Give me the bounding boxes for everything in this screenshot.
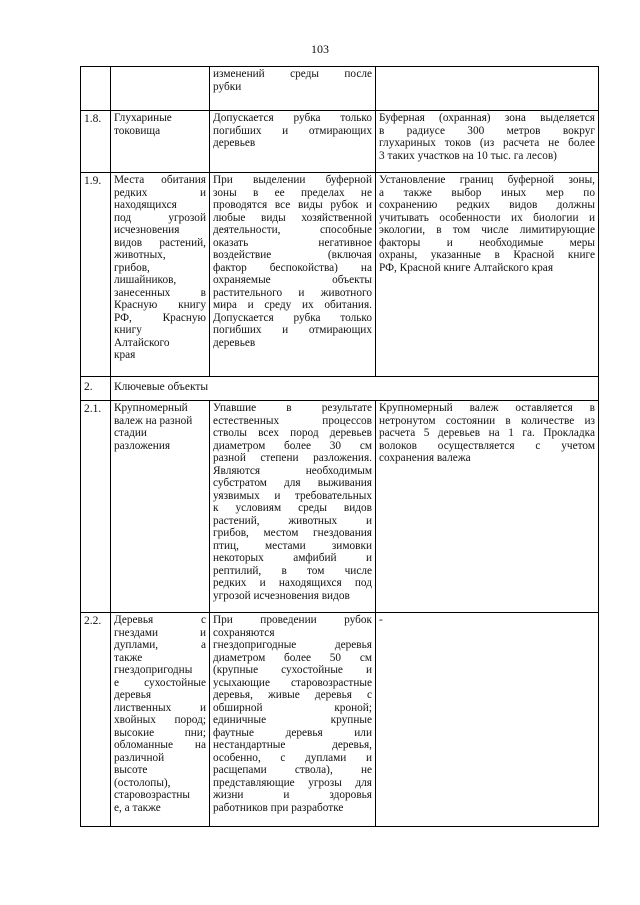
row-number-cell [81,67,111,111]
cell-text-line: рептилий, в том числе [213,564,372,577]
cell-text-line: гнездами и [114,626,206,639]
cell-text-line: стволы всех пород деревьев [213,427,372,439]
cell-text-line: естественных процессов [213,414,372,427]
cell-text-line: Являются необходимым [213,464,372,477]
cell-text-line: Упавшие в результате [213,402,372,414]
object-cell [111,401,210,613]
cell-text-line: волоков осуществляется с учетом [379,439,595,452]
cell-text-line: обломанные на [114,739,206,751]
page-number: 103 [311,42,329,56]
cell-text-line: лишайников, [114,274,177,286]
cell-text-line: грибов, местом гнездования [213,527,372,539]
cell-text-line: животных, [114,249,166,261]
cell-text-line: редких и находящихся под [213,577,372,589]
cell-text-line: сохранения валежа [379,452,471,464]
cell-text-line: гнездопригодные деревья [213,639,372,651]
cell-text-line: е сухостойные [114,676,206,689]
cell-text-line: деревья [114,689,152,701]
measures-cell [376,111,599,173]
cell-text-line: валеж на разной [114,414,193,427]
cell-text-line: изменений среды после [213,68,372,80]
cell-text-line: жизни и здоровья [213,789,372,801]
cell-text-line: Крупномерный валеж оставляется в [379,402,595,414]
cell-text-line: деревья, живые деревья с [213,689,372,701]
cell-text-line: экологии, в том числе лимитирующие [379,224,595,236]
cell-text-line: рубки [213,80,242,93]
cell-text-line: Установление границ буферной зоны, [379,174,595,186]
cell-text-line: стадии [114,427,147,439]
row-number-cell: 2.2. [81,613,111,827]
mode-cell [210,67,376,111]
cell-text-line: занесенных в [114,286,206,299]
cell-text-line: работников при разработке [213,801,344,814]
cell-text-line: исчезновения [114,224,180,236]
cell-text-line: Красную книгу [114,299,206,311]
cell-text-line: При проведении рубок [213,614,372,626]
cell-text-line: учитывать особенности их биологии и [379,211,595,224]
cell-text-line: видов растений, [114,236,206,249]
mode-cell [210,173,376,377]
cell-text-line: особенно, с дуплами и [213,751,372,764]
cell-text-line: погибших и отмирающих [213,324,372,336]
mode-cell [210,111,376,173]
cell-text-line: расщепами ствола), не [213,764,372,776]
cell-text-line: гнездопригодны [114,664,193,676]
measures-cell [376,67,599,111]
cell-text-line: лиственных и [114,701,206,714]
table-row [81,173,599,377]
cell-text-line: нестандартные деревья, [213,739,372,751]
object-cell [111,67,210,111]
cell-text-line: - [379,614,383,626]
cell-text-line: разложения [114,439,171,452]
cell-text-line: фактор беспокойства) на [213,261,372,274]
cell-text-line: редких и [114,186,206,199]
cell-text-line: представляющие угрозы для [213,776,372,789]
object-cell [111,173,210,377]
cell-text-line: грибов, [114,261,150,274]
section-title: Ключевые объекты [114,381,209,393]
cell-text-line: а также выбор иных мер по [379,186,595,199]
cell-text-line: хвойных пород; [114,714,206,726]
cell-text-line: субстратом для выживания [213,477,372,489]
measures-cell [376,173,599,377]
mode-cell [210,613,376,827]
cell-text-line: деревьев [213,137,256,149]
cell-text-line: расчета 5 деревьев на 1 га. Прокладка [379,427,595,439]
cell-text-line: любые виды хозяйственной [213,211,372,224]
cell-text-line: охраняемые объекты [213,274,372,286]
cell-text-line: некоторых амфибий и [213,552,372,564]
cell-text-line: проводятся все виды рубок и [213,199,372,211]
table-row [81,111,599,173]
cell-text-line: растений, животных и [213,514,372,527]
table-row [81,67,599,111]
cell-text-line: к условиям среды видов [213,502,372,514]
cell-text-line: погибших и отмирающих [213,124,372,137]
cell-text-line: сохранению редких видов должны [379,199,595,211]
object-cell [111,613,210,827]
cell-text-line: Допускается рубка только [213,311,372,324]
cell-text-line: Буферная (охранная) зона выделяется [379,112,595,124]
cell-text-line: дуплами, а [114,639,206,651]
cell-text-line: угрозой исчезновения видов [213,589,350,602]
cell-text-line: старовозрастны [114,789,191,801]
cell-text-line: (остолопы), [114,776,171,789]
row-number-cell: 2. [81,377,111,401]
cell-text-line: 3 таких участков на 10 тыс. га лесов) [379,149,557,162]
cell-text-line: деятельности, способные [213,224,372,236]
cell-text-line: деревьев [213,336,256,349]
mode-cell [210,401,376,613]
cell-text-line: разной степени разложения. [213,452,372,464]
cell-text-line: воздействие (включая [213,249,372,261]
cell-text-line: Крупномерный [114,402,188,414]
cell-text-line: РФ, Красной книге Алтайского края [379,261,554,274]
table-row [81,613,599,827]
cell-text-line: мира и среду их обитания. [213,299,372,311]
cell-text-line: зоны в ее пределах не [213,186,372,199]
cell-text-line: токовища [114,124,161,137]
cell-text-line: сохраняются [213,626,275,639]
cell-text-line: находящихся [114,199,177,211]
cell-text-line: высокие пни; [114,726,206,739]
cell-text-line: Допускается рубка только [213,112,372,124]
cell-text-line: факторы и необходимые меры [379,236,595,249]
row-number-cell: 2.1. [81,401,111,613]
cell-text-line: (крупные сухостойные и [213,664,372,676]
cell-text-line: усыхающие старовозрастные [213,676,372,689]
row-number-cell: 1.9. [81,173,111,377]
cell-text-line: книгу [114,324,142,336]
section-row [81,377,599,401]
measures-cell [376,613,599,827]
cell-text-line: единичные крупные [213,714,372,726]
cell-text-line: Места обитания [114,174,206,186]
cell-text-line: также [114,651,143,664]
cell-text-line: растительного и животного [213,286,372,299]
cell-text-line: высоте [114,764,148,776]
cell-text-line: фаутные деревья или [213,726,372,739]
section-title-cell [111,377,599,401]
cell-text-line: различной [114,751,165,764]
cell-text-line: диаметром более 30 см [213,439,372,452]
cell-text-line: охраны, указанные в Красной книге [379,249,595,261]
row-number-cell: 1.8. [81,111,111,173]
cell-text-line: нетронутом состоянии в количестве из [379,414,595,427]
cell-text-line: Деревья с [114,614,206,626]
object-cell [111,111,210,173]
cell-text-line: в радиусе 300 метров вокруг [379,124,595,137]
cell-text-line: Глухариные [114,112,172,124]
cell-text-line: е, а также [114,801,161,814]
cell-text-line: края [114,349,136,361]
cell-text-line: диаметром более 50 см [213,651,372,664]
cell-text-line: оказать негативное [213,236,372,249]
cell-text-line: птиц, местами зимовки [213,539,372,552]
cell-text-line: глухариных токов (из расчета не более [379,137,595,149]
cell-text-line: уязвимых и требовательных [213,489,372,502]
cell-text-line: под угрозой [114,211,206,224]
forestry-table [80,66,599,827]
cell-text-line: При выделении буферной [213,174,372,186]
table-row [81,401,599,613]
cell-text-line: обширной кроной; [213,701,372,714]
cell-text-line: Алтайского [114,336,170,349]
measures-cell [376,401,599,613]
cell-text-line: РФ, Красную [114,311,206,324]
